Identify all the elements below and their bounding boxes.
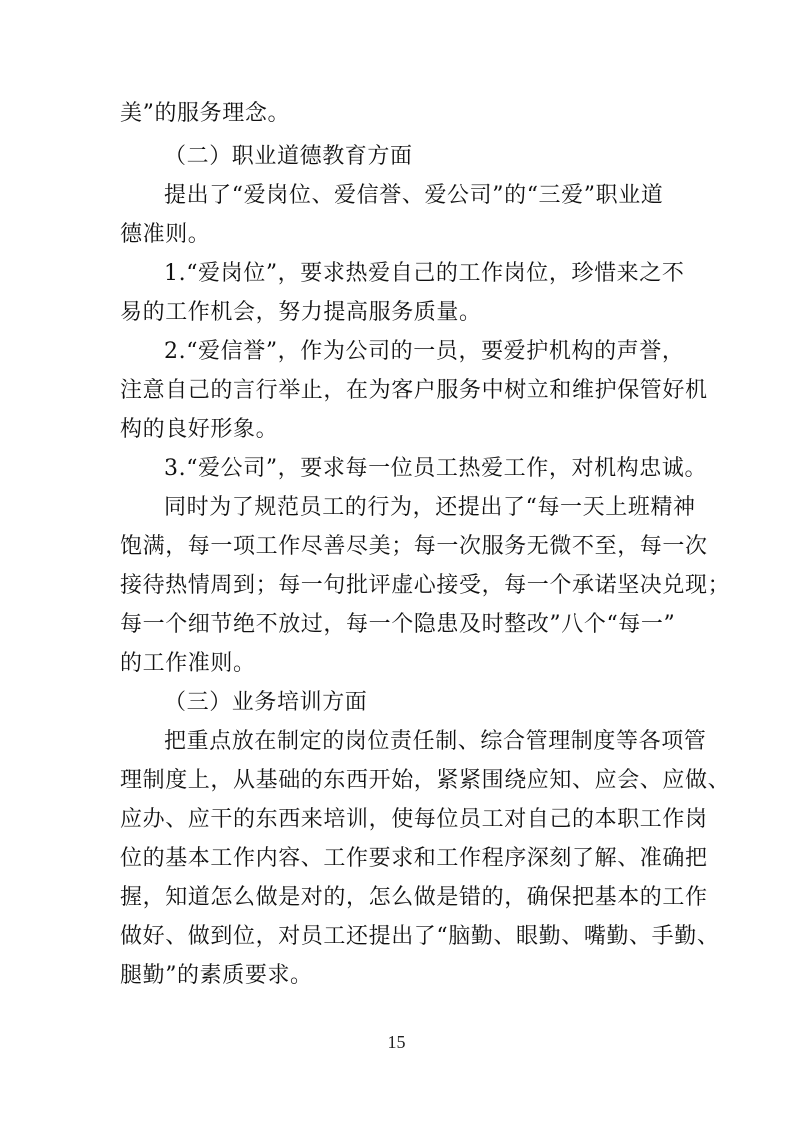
section-heading-professional-ethics: （二）职业道德教育方面 bbox=[164, 144, 413, 169]
paragraph-line: 做好、做到位，对员工还提出了“脑勤、眼勤、嘴勤、手勤、 bbox=[120, 924, 720, 949]
paragraph-line: 的工作准则。 bbox=[120, 651, 256, 676]
paragraph-line: 每一个细节绝不放过，每一个隐患及时整改”八个“每一” bbox=[120, 612, 676, 637]
page-number: 15 bbox=[387, 1032, 406, 1052]
paragraph-line: 应办、应干的东西来培训，使每位员工对自己的本职工作岗 bbox=[120, 807, 708, 832]
paragraph-line: 德准则。 bbox=[120, 222, 211, 247]
paragraph-line: 提出了“爱岗位、爱信誉、爱公司”的“三爱”职业道 bbox=[164, 183, 664, 208]
section-heading-business-training: （三）业务培训方面 bbox=[164, 690, 368, 715]
paragraph-line: 位的基本工作内容、工作要求和工作程序深刻了解、准确把 bbox=[120, 846, 708, 871]
list-item-line: 3.“爱公司”，要求每一位员工热爱工作，对机构忠诚。 bbox=[164, 456, 708, 481]
paragraph-line: 饱满，每一项工作尽善尽美；每一次服务无微不至，每一次 bbox=[120, 534, 708, 559]
list-item-line: 构的良好形象。 bbox=[120, 417, 279, 442]
paragraph-line: 握，知道怎么做是对的，怎么做是错的，确保把基本的工作 bbox=[120, 885, 708, 910]
paragraph-line: 腿勤”的素质要求。 bbox=[120, 963, 313, 988]
paragraph-line: 同时为了规范员工的行为，还提出了“每一天上班精神 bbox=[164, 495, 696, 520]
paragraph-line: 接待热情周到；每一句批评虚心接受，每一个承诺坚决兑现； bbox=[120, 573, 731, 598]
list-item-line: 注意自己的言行举止，在为客户服务中树立和维护保管好机 bbox=[120, 378, 708, 403]
list-item-line: 1.“爱岗位”，要求热爱自己的工作岗位，珍惜来之不 bbox=[164, 261, 685, 286]
list-item-line: 2.“爱信誉”，作为公司的一员，要爱护机构的声誉， bbox=[164, 339, 685, 364]
text-line-continuation: 美”的服务理念。 bbox=[120, 101, 291, 126]
paragraph-line: 把重点放在制定的岗位责任制、综合管理制度等各项管 bbox=[164, 729, 707, 754]
list-item-line: 易的工作机会，努力提高服务质量。 bbox=[120, 300, 482, 325]
paragraph-line: 理制度上，从基础的东西开始，紧紧围绕应知、应会、应做、 bbox=[120, 768, 731, 793]
